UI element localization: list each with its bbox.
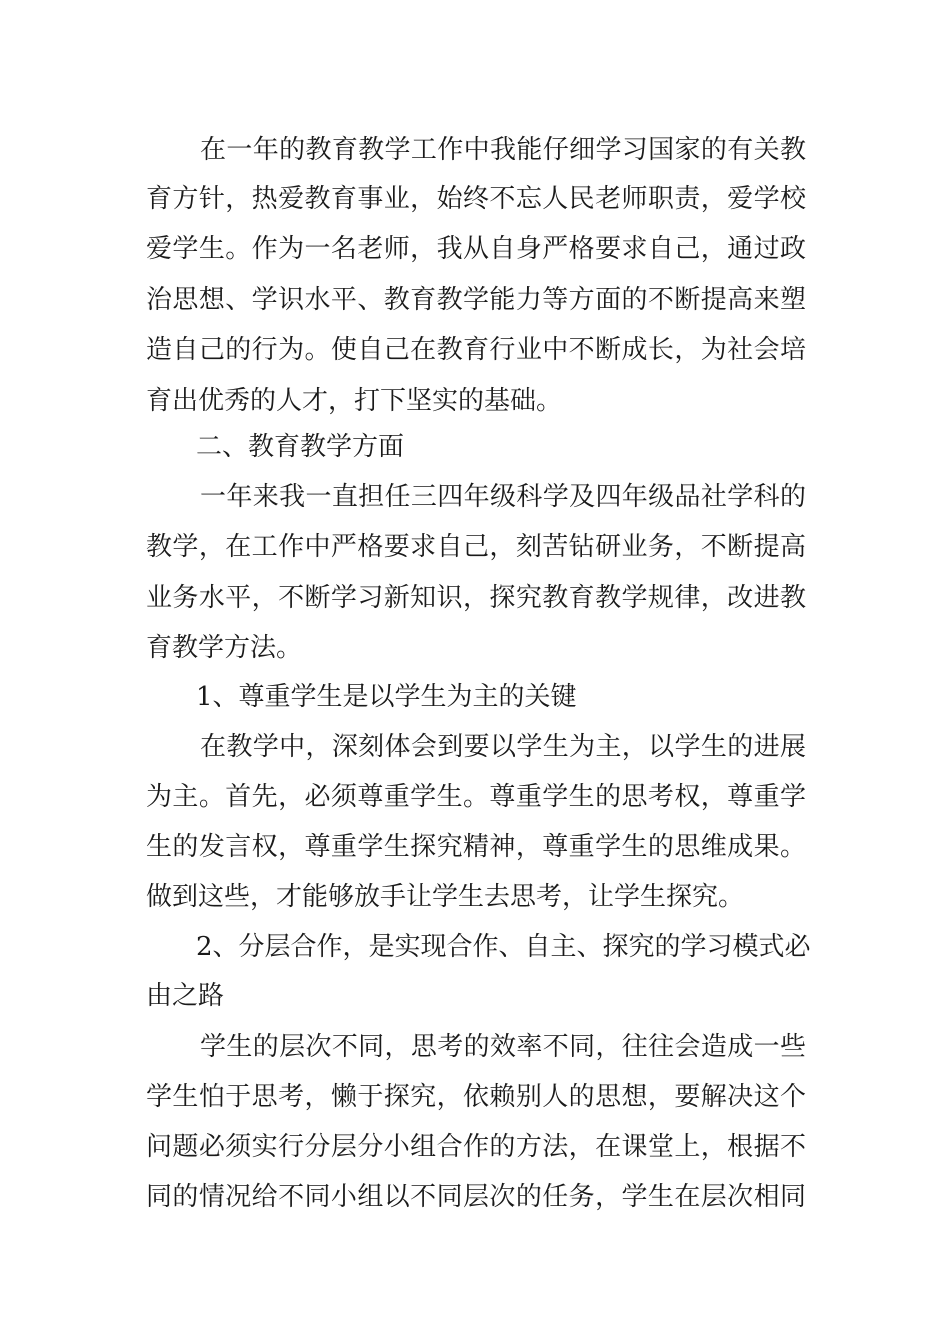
- subsection-heading: 2、分层合作，是实现合作、自主、探究的学习模式必: [196, 932, 811, 962]
- paragraph-line: 学生的层次不同，思考的效率不同，往往会造成一些: [200, 1032, 806, 1062]
- paragraph-line: 治思想、学识水平、教育教学能力等方面的不断提高来塑: [146, 285, 806, 315]
- paragraph-line: 在教学中，深刻体会到要以学生为主，以学生的进展: [200, 732, 806, 762]
- paragraph-line: 育教学方法。: [146, 633, 303, 663]
- paragraph-line: 造自己的行为。使自己在教育行业中不断成长，为社会培: [146, 335, 806, 365]
- subsection-heading-continuation: 由之路: [146, 981, 225, 1011]
- paragraph-line: 一年来我一直担任三四年级科学及四年级品社学科的: [200, 482, 806, 512]
- paragraph-line: 育出优秀的人才，打下坚实的基础。: [146, 386, 563, 416]
- section-heading: 二、教育教学方面: [196, 432, 405, 462]
- paragraph-line: 业务水平，不断学习新知识，探究教育教学规律，改进教: [146, 583, 806, 613]
- paragraph-line: 问题必须实行分层分小组合作的方法，在课堂上，根据不: [146, 1132, 806, 1162]
- paragraph-line: 爱学生。作为一名老师，我从自身严格要求自己，通过政: [146, 234, 806, 264]
- paragraph-line: 同的情况给不同小组以不同层次的任务，学生在层次相同: [146, 1182, 806, 1212]
- paragraph-line: 学生怕于思考，懒于探究，依赖别人的思想，要解决这个: [146, 1082, 806, 1112]
- paragraph-line: 生的发言权，尊重学生探究精神，尊重学生的思维成果。: [146, 832, 806, 862]
- paragraph-line: 在一年的教育教学工作中我能仔细学习国家的有关教: [200, 135, 806, 165]
- paragraph-line: 做到这些，才能够放手让学生去思考，让学生探究。: [146, 882, 745, 912]
- paragraph-line: 育方针，热爱教育事业，始终不忘人民老师职责，爱学校: [146, 184, 806, 214]
- paragraph-line: 为主。首先，必须尊重学生。尊重学生的思考权，尊重学: [146, 782, 806, 812]
- subsection-heading: 1、尊重学生是以学生为主的关键: [196, 682, 577, 712]
- paragraph-line: 教学，在工作中严格要求自己，刻苦钻研业务，不断提高: [146, 532, 806, 562]
